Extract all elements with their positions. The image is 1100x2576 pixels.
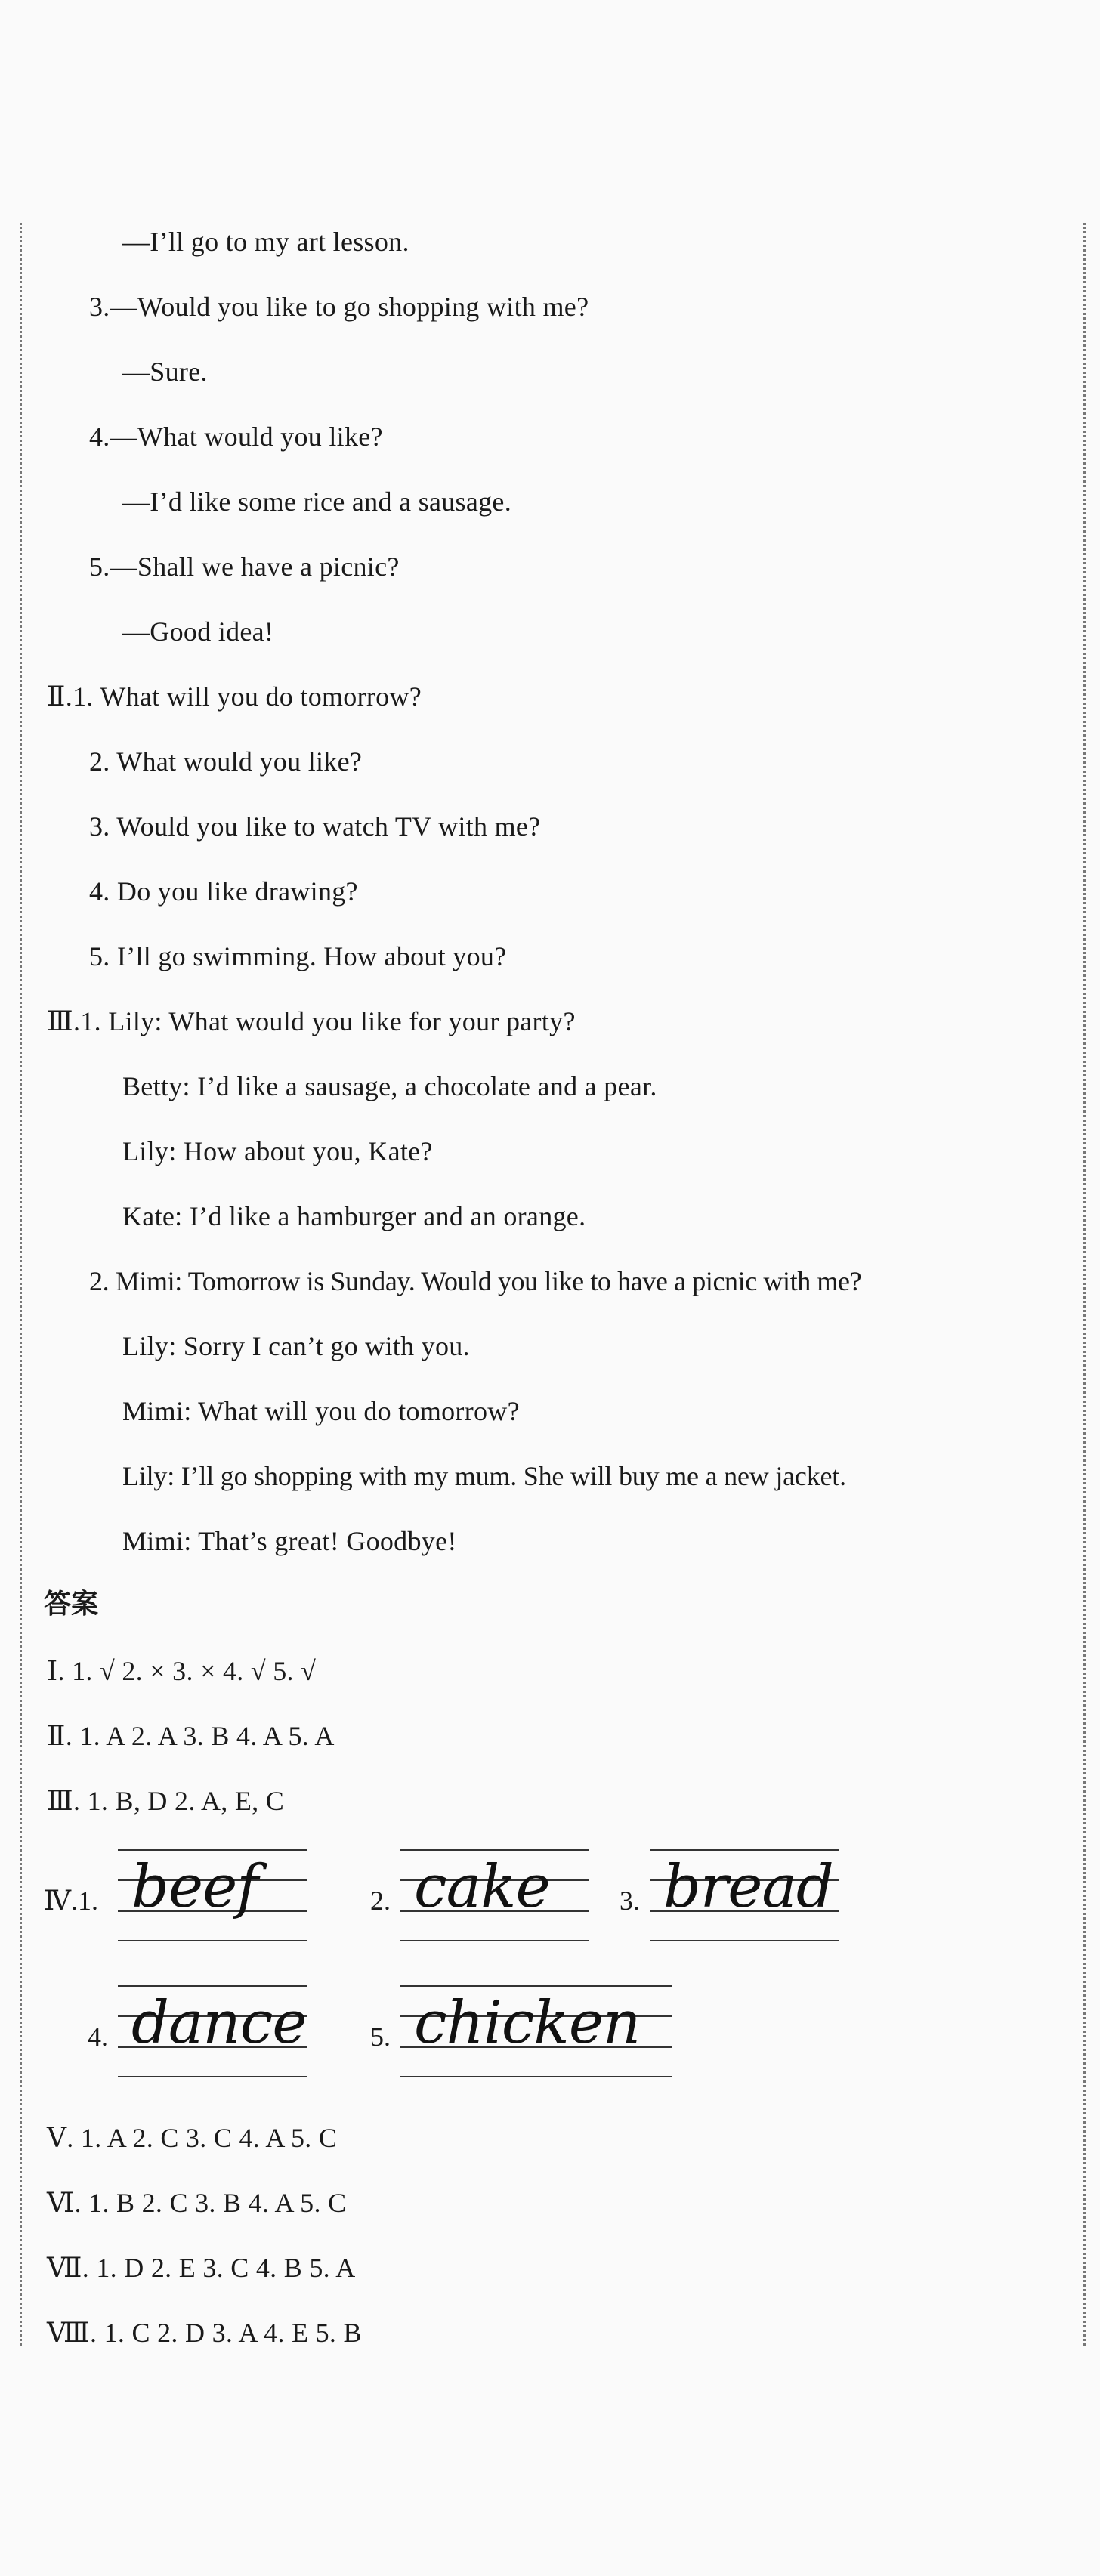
handwritten-word: beef [131, 1853, 258, 1921]
sentence: 1. What will you do tomorrow? [73, 681, 422, 712]
item-number: 4. [88, 2022, 108, 2052]
item-number: 5. [370, 2022, 391, 2052]
question-number: 4. [89, 422, 110, 452]
handwritten-word: dance [131, 1989, 307, 2057]
dialogue-line: Betty: I’d like a sausage, a chocolate and a pear. [122, 1071, 657, 1101]
handwriting-box-5 [400, 1979, 672, 2082]
dialogue-line: —I’d like some rice and a sausage. [122, 486, 512, 517]
sentence: 2. What would you like? [89, 746, 363, 777]
answer-row-vii: Ⅶ. 1. D 2. E 3. C 4. B 5. A [47, 2253, 356, 2283]
question-text: —Would you like to go shopping with me? [110, 292, 589, 322]
item-number: 1. [77, 1886, 98, 1916]
dialogue-line: —I’ll go to my art lesson. [122, 227, 409, 257]
dialogue-line: Kate: I’d like a hamburger and an orange. [122, 1201, 586, 1231]
handwriting-box-1 [118, 1843, 307, 1946]
answer-row-iv-label [44, 1884, 98, 1917]
roman-numeral: Ⅲ. [47, 1006, 81, 1036]
dialogue-line: 1. Lily: What would you like for your party? [80, 1006, 576, 1036]
answer-row-vi: Ⅵ. 1. B 2. C 3. B 4. A 5. C [47, 2188, 347, 2218]
handwriting-box-2 [400, 1843, 589, 1946]
answer-row-i: Ⅰ. 1. √ 2. × 3. × 4. √ 5. √ [47, 1656, 317, 1686]
sentence: 5. I’ll go swimming. How about you? [89, 941, 507, 971]
handwritten-word: cake [414, 1853, 550, 1921]
dialogue-line: Mimi: What will you do tomorrow? [122, 1396, 520, 1426]
sentence: 3. Would you like to watch TV with me? [89, 811, 541, 842]
answer-row-iii: Ⅲ. 1. B, D 2. A, E, C [47, 1786, 285, 1816]
handwriting-box-4 [118, 1979, 307, 2082]
question-line [89, 420, 383, 453]
answer-row-ii: Ⅱ. 1. A 2. A 3. B 4. A 5. A [47, 1721, 335, 1751]
dialogue-line: Lily: I’ll go shopping with my mum. She will buy me a new jacket. [122, 1461, 846, 1491]
dialogue-line: —Good idea! [122, 616, 274, 647]
dialogue-line: Mimi: That’s great! Goodbye! [122, 1526, 457, 1556]
dialogue-line: Lily: How about you, Kate? [122, 1136, 433, 1166]
handwritten-word: chicken [414, 1989, 641, 2057]
question-text: —What would you like? [110, 422, 383, 452]
question-text: —Shall we have a picnic? [110, 551, 400, 582]
question-line [89, 290, 589, 323]
item-number: 3. [620, 1886, 640, 1916]
question-line [89, 550, 400, 583]
sentence: 4. Do you like drawing? [89, 876, 358, 907]
dialogue-line: —Sure. [122, 357, 208, 387]
answer-row-viii: Ⅷ. 1. C 2. D 3. A 4. E 5. B [47, 2318, 362, 2348]
handwritten-word: bread [663, 1853, 833, 1921]
section-iii-first-line [47, 1005, 576, 1038]
roman-numeral: Ⅳ. [44, 1886, 78, 1916]
section-ii-first-line [47, 680, 422, 713]
handwriting-box-3 [650, 1843, 839, 1946]
answers-heading: 答案 [44, 1589, 99, 1620]
dialogue-line: 2. Mimi: Tomorrow is Sunday. Would you like to have a picnic with me? [89, 1266, 862, 1296]
left-margin-dotted-rule [20, 223, 22, 2346]
roman-numeral: Ⅱ. [47, 681, 73, 712]
question-number: 3. [89, 292, 110, 322]
question-number: 5. [89, 551, 110, 582]
answer-row-v: Ⅴ. 1. A 2. C 3. C 4. A 5. C [47, 2123, 338, 2153]
right-margin-dotted-rule [1083, 223, 1086, 2346]
dialogue-line: Lily: Sorry I can’t go with you. [122, 1331, 470, 1361]
item-number: 2. [370, 1886, 391, 1916]
